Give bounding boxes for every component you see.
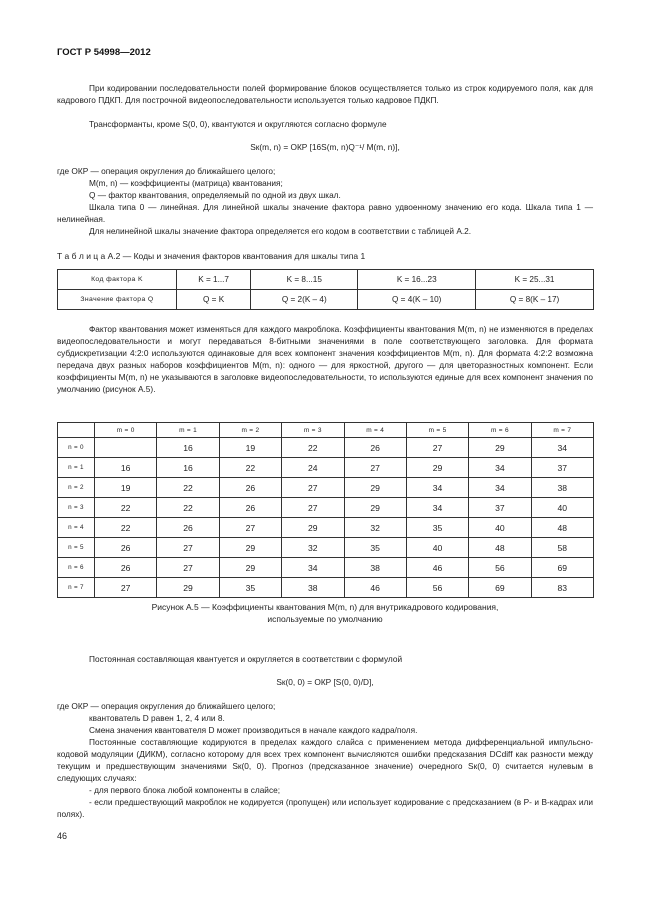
document-header: ГОСТ Р 54998—2012: [57, 47, 151, 58]
table-cell: 16: [157, 438, 219, 458]
table-cell: 32: [344, 518, 406, 538]
table-cell: 29: [406, 458, 468, 478]
table-cell: 32: [282, 538, 344, 558]
table-cell: 16: [157, 458, 219, 478]
table-row: [58, 518, 594, 538]
table-cell: 38: [282, 578, 344, 598]
figure-caption-line: Рисунок А.5 — Коэффициенты квантования M(m, n) для внутрикадрового кодирования,: [151, 602, 499, 612]
table-row: [58, 270, 594, 290]
table-cell: 34: [282, 558, 344, 578]
table-cell: 40: [531, 498, 593, 518]
figure-a5-caption: [57, 601, 593, 625]
row-header: n = 2: [58, 478, 95, 498]
table-cell: 29: [344, 498, 406, 518]
table-cell: 27: [219, 518, 281, 538]
table-cell: 40: [406, 538, 468, 558]
paragraph-quantizer-change: Смена значения квантователя D может производиться в начале каждого кадра/поля.: [89, 725, 418, 735]
table-cell: 46: [406, 558, 468, 578]
table-row-label: Значение фактора Q: [58, 290, 177, 310]
table-corner-cell: [58, 423, 95, 438]
column-header: m = 2: [219, 423, 281, 438]
table-cell: 69: [531, 558, 593, 578]
table-cell: 37: [531, 458, 593, 478]
row-header: n = 4: [58, 518, 95, 538]
bullet-skipped-macroblock: - если предшествующий макроблок не кодируется (пропущен) или использует кодирование с предсказанием (в P- и B-кадрах или полях).: [57, 797, 593, 819]
table-cell: 38: [531, 478, 593, 498]
table-cell: 34: [531, 438, 593, 458]
where-matrix: M(m, n) — коэффициенты (матрица) квантования;: [89, 178, 283, 188]
column-header: m = 3: [282, 423, 344, 438]
table-cell: 35: [344, 538, 406, 558]
paragraph-transform: Трансформанты, кроме S(0, 0), квантуются и округляются согласно формуле: [89, 119, 387, 129]
table-cell: 27: [406, 438, 468, 458]
paragraph-intro: При кодировании последовательности полей формирование блоков осуществляется только из строк кодируемого поля, как для кадрового ПДКП. Для построчной видеопоследовательности используется только кадровое ПДКП.: [57, 83, 593, 105]
table-cell: 27: [95, 578, 157, 598]
table-a2: [57, 269, 594, 310]
table-cell: 34: [469, 478, 531, 498]
table-cell: 29: [219, 538, 281, 558]
formula-dc: Sк(0, 0) = ОКР [S(0, 0)/D],: [276, 677, 374, 687]
column-header: m = 6: [469, 423, 531, 438]
table-cell: 26: [219, 498, 281, 518]
table-cell: 27: [157, 558, 219, 578]
table-cell: 22: [95, 498, 157, 518]
table-cell: Q = K: [177, 290, 251, 310]
row-header: n = 1: [58, 458, 95, 478]
table-cell: 27: [344, 458, 406, 478]
row-header: n = 7: [58, 578, 95, 598]
table-cell: 26: [219, 478, 281, 498]
table-cell: 48: [469, 538, 531, 558]
table-cell: 27: [282, 498, 344, 518]
table-a2-caption: Т а б л и ц а А.2 — Коды и значения факторов квантования для шкалы типа 1: [57, 251, 366, 261]
column-header: m = 7: [531, 423, 593, 438]
where-factor: Q — фактор квантования, определяемый по одной из двух шкал.: [89, 190, 341, 200]
table-cell: 34: [406, 498, 468, 518]
table-cell: 29: [344, 478, 406, 498]
table-row: [58, 538, 594, 558]
table-header-row: [58, 423, 594, 438]
table-cell: K = 1...7: [177, 270, 251, 290]
table-cell: 22: [157, 478, 219, 498]
table-cell: 27: [157, 538, 219, 558]
where-okr-2: где ОКР — операция округления до ближайшего целого;: [57, 701, 276, 711]
paragraph-dpcm: Постоянные составляющие кодируются в пределах каждого слайса с применением метода дифференциальной импульсно-кодовой модуляции (ДИКМ), согласно которому для всех трех компонент вычисляются ошибки предсказания DCdiff как разности между текущим и предшествующим значениями Sк(0, 0). Прогноз (предсказанное значение) очередного Sк(0, 0) считается нулевым в следующих случаях:: [57, 737, 593, 783]
table-cell: 26: [344, 438, 406, 458]
table-row: [58, 498, 594, 518]
table-cell: 48: [531, 518, 593, 538]
page-number: 46: [57, 831, 68, 841]
table-cell: 29: [469, 438, 531, 458]
table-row: [58, 558, 594, 578]
table-cell: 26: [95, 558, 157, 578]
table-cell: 27: [282, 478, 344, 498]
table-cell: K = 16...23: [358, 270, 476, 290]
table-row: [58, 438, 594, 458]
table-cell: 29: [282, 518, 344, 538]
row-header: n = 3: [58, 498, 95, 518]
table-cell: 56: [469, 558, 531, 578]
table-cell: 34: [406, 478, 468, 498]
table-cell: 40: [469, 518, 531, 538]
table-cell: 22: [219, 458, 281, 478]
figure-caption-line: используемые по умолчанию: [267, 614, 383, 624]
table-cell: 34: [469, 458, 531, 478]
table-row: [58, 578, 594, 598]
table-cell: 29: [219, 558, 281, 578]
column-header: m = 0: [95, 423, 157, 438]
table-cell: [95, 438, 157, 458]
quantization-matrix-table: [57, 422, 594, 598]
table-cell: 69: [469, 578, 531, 598]
table-cell: 26: [157, 518, 219, 538]
paragraph-nonlinear: Для нелинейной шкалы значение фактора определяется его кодом в соответствии с таблицей А.2.: [89, 226, 472, 236]
table-cell: 37: [469, 498, 531, 518]
row-header: n = 6: [58, 558, 95, 578]
column-header: m = 1: [157, 423, 219, 438]
table-row: [58, 478, 594, 498]
where-quantizer: квантователь D равен 1, 2, 4 или 8.: [89, 713, 225, 723]
bullet-first-block: - для первого блока любой компоненты в слайсе;: [89, 785, 281, 795]
table-cell: 16: [95, 458, 157, 478]
paragraph-dc-component: Постоянная составляющая квантуется и округляется в соответствии с формулой: [89, 654, 403, 664]
table-cell: 35: [219, 578, 281, 598]
table-cell: 29: [157, 578, 219, 598]
table-cell: 46: [344, 578, 406, 598]
column-header: m = 5: [406, 423, 468, 438]
table-cell: 38: [344, 558, 406, 578]
table-cell: 58: [531, 538, 593, 558]
table-cell: 83: [531, 578, 593, 598]
paragraph-quant-factor: Фактор квантования может изменяться для каждого макроблока. Коэффициенты квантования M(m, n) не изменяются в пределах видеопоследовательности и могут передаваться 8-битными значениями в поле соответствующего заголовка. Для формата субдискретизации 4:2:0 используются одинаковые для всех компонент значения коэффициентов M(m, n). Для формата 4:2:2 возможна передача двух разных наборов коэффициентов M(m, n): одного — для яркостной, другого — для цветоразностных компонент. Если коэффициенты M(m, n) не указываются в заголовке видеопоследовательности, то используются единые для всех компонент значения по умолчанию (рисунок А.5).: [57, 324, 593, 394]
table-cell: 26: [95, 538, 157, 558]
where-okr-1: где ОКР — операция округления до ближайшего целого;: [57, 166, 276, 176]
table-cell: 22: [282, 438, 344, 458]
table-cell: 24: [282, 458, 344, 478]
table-row: [58, 290, 594, 310]
table-cell: 35: [406, 518, 468, 538]
table-row-label: Код фактора K: [58, 270, 177, 290]
table-row: [58, 458, 594, 478]
table-cell: 19: [95, 478, 157, 498]
table-cell: Q = 2(K – 4): [251, 290, 358, 310]
table-cell: 19: [219, 438, 281, 458]
table-cell: 22: [157, 498, 219, 518]
table-cell: 56: [406, 578, 468, 598]
formula-quantization: Sк(m, n) = ОКР [16S(m, n)Q⁻¹/ M(m, n)],: [250, 142, 400, 152]
table-cell: Q = 8(K – 17): [476, 290, 594, 310]
row-header: n = 0: [58, 438, 95, 458]
row-header: n = 5: [58, 538, 95, 558]
table-cell: Q = 4(K – 10): [358, 290, 476, 310]
paragraph-scale-types: Шкала типа 0 — линейная. Для линейной шкалы значение фактора равно удвоенному значению его кода. Шкала типа 1 — нелинейная.: [57, 202, 593, 224]
table-cell: K = 25...31: [476, 270, 594, 290]
table-cell: 22: [95, 518, 157, 538]
table-cell: K = 8...15: [251, 270, 358, 290]
column-header: m = 4: [344, 423, 406, 438]
